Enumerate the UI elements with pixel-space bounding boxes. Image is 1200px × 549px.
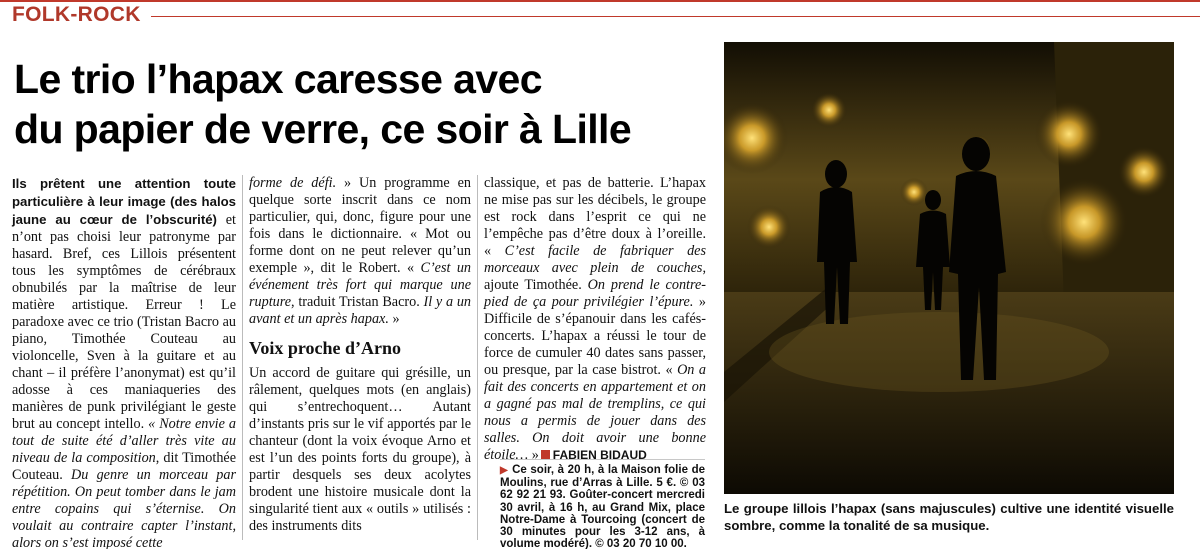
body-text: »	[528, 447, 539, 463]
paragraph: Un accord de guitare qui grésille, un râlement, quelques mots (en anglais) qui s’entrechoquent… Autant d’instants pris sur le vif apportés par le chanteur (dont la voix évoque Arno et est l’un des points forts du groupe), à partir desquels ses deux acolytes brodent une histoire musicale dont la singularité tient aux « outils » utilisés : des instruments dits	[249, 365, 471, 534]
body-text: classique, et pas de batterie. L’hapax ne mise pas sur les décibels, le groupe est rock dans l’esprit ce qui ne l’empêche pas d’être doux à l’oreille. «	[484, 175, 706, 259]
quote: Du genre un morceau par répétition. On peut tomber dans le jam entre copains qui s’éternise. On voulait au contraire capter l’instant, alors on s’est imposé cette	[12, 467, 236, 549]
subheading: Voix proche d’Arno	[249, 338, 402, 358]
body-text: , ajoute Timothée.	[484, 260, 706, 293]
arrow-right-icon: ▶	[500, 465, 509, 476]
band-photo	[724, 42, 1174, 494]
rubric-label: FOLK-ROCK	[0, 3, 151, 27]
rubric-rule	[0, 0, 1200, 30]
paragraph	[484, 175, 706, 464]
body-text: et n’ont pas choisi leur patronyme par hasard. Bref, ces Lillois présentent tous les symptômes de cérébraux obnubilés par la maîtrise de leur matière artistique. Erreur ! Le paradoxe avec ce trio (Tristan Bacro au piano, Timothée Couteau au violoncelle, Sven à la guitare et au chant – il préfère l’anonymat) est qu’il adosse à ces maniaqueries des manières de punk privilégiant le geste brut au concept intello.	[12, 212, 236, 432]
paragraph	[12, 175, 236, 549]
article-column-1	[12, 175, 236, 549]
quote: C’est facile de fabriquer des morceaux avec plein de couches	[484, 243, 706, 276]
body-text: » Difficile de s’épanouir dans les cafés-concerts. L’hapax a réussi le tour de force de cumuler 40 dates sans passer, ou presque, par la case bistrot. «	[484, 294, 707, 378]
column-divider	[242, 175, 243, 540]
quote: On a fait des concerts en appartement et on a gagné pas mal de tremplins, ce qui nous a permis de jouer dans des salles. On doit avoir une bonne étoile…	[484, 362, 706, 463]
author-signature: FABIEN BIDAUD	[552, 448, 647, 462]
quote: « Notre envie a tout de suite été d’aller très vite au niveau de la composition	[12, 416, 236, 466]
quote: forme de défi.	[249, 175, 337, 191]
band-photo-illustration	[724, 42, 1174, 494]
event-info-text: Ce soir, à 20 h, à la Maison folie de Moulins, rue d’Arras à Lille. 5 €. © 03 62 92 21 93. Goûter-concert mercredi 30 avril, à 16 h, au Grand Mix, place Notre-Dame à Tourcoing (concert de 30 minutes pour les 3-12 ans, à volume modéré). © 03 20 70 10 00.	[500, 464, 705, 549]
column-divider	[477, 175, 478, 540]
quote: Il y a un avant et un après hapax.	[249, 294, 472, 327]
paragraph	[249, 175, 471, 328]
body-text: » Un programme en quelque sorte inscrit dans ce nom particulier, qui, donc, figure pour une fois dans le dictionnaire. « Mot ou forme dont on ne peut relever qu’un exemple », dit le Robert. «	[249, 175, 471, 276]
body-text: »	[388, 311, 400, 327]
headline	[14, 54, 714, 154]
event-info-box	[500, 459, 705, 549]
body-text: , traduit Tristan Bacro.	[291, 294, 424, 310]
article-column-2	[249, 175, 471, 535]
signature-square-icon	[541, 450, 550, 459]
photo-caption: Le groupe lillois l’hapax (sans majuscules) cultive une identité visuelle sombre, comme la tonalité de sa musique.	[724, 501, 1174, 533]
article-column-3	[484, 175, 706, 464]
body-text: , dit Timothée Couteau.	[12, 450, 237, 483]
headline-line-1: Le trio l’hapax caresse avec	[14, 56, 542, 102]
lead-text: Ils prêtent une attention toute particulière à leur image (des halos jaune au cœur de l’obscurité)	[12, 176, 236, 227]
quote: On prend le contre-pied de ça pour privilégier l’épure.	[484, 277, 706, 310]
headline-line-2: du papier de verre, ce soir à Lille	[14, 106, 632, 152]
quote: C’est un événement très fort qui marque une rupture	[249, 260, 472, 310]
